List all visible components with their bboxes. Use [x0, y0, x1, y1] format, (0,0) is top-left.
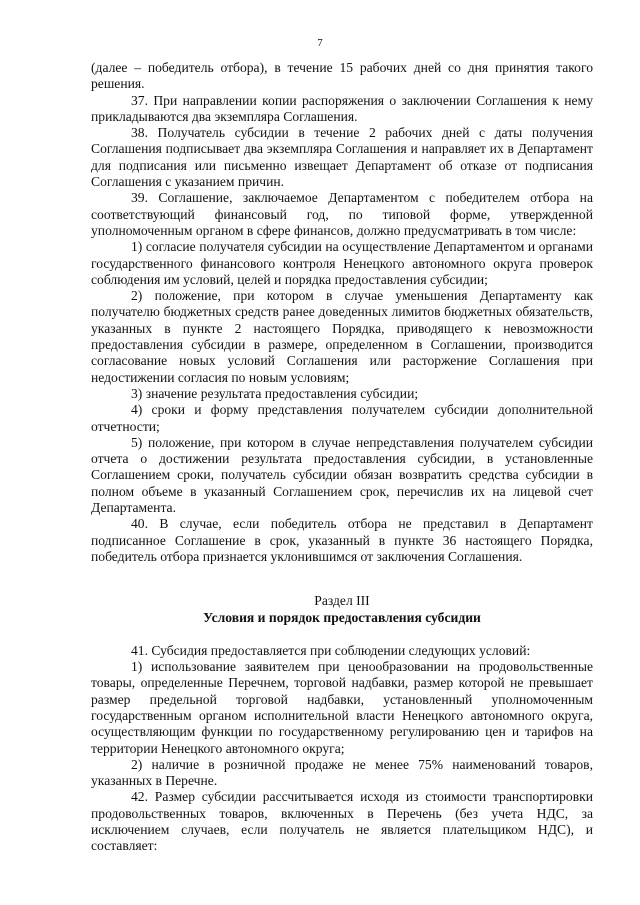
paragraph: 37. При направлении копии распоряжения о заключении Соглашения к нему прикладываются два экземпляра Соглашения. — [91, 92, 593, 124]
paragraph: (далее – победитель отбора), в течение 15 рабочих дней со дня принятия такого решения. — [91, 60, 593, 92]
paragraph: 42. Размер субсидии рассчитывается исходя из стоимости транспортировки продовольственных товаров, включенных в Перечень (без учета НДС, за исключением случаев, если получатель не является плательщиком НДС), и составляет: — [91, 789, 593, 854]
section-title: Условия и порядок предоставления субсидии — [203, 609, 481, 625]
paragraph: 39. Соглашение, заключаемое Департаментом с победителем отбора на соответствующий финансовый год, по типовой форме, утвержденной уполномоченным органом в сфере финансов, должно предусматривать в том числе: — [91, 190, 593, 238]
document-body — [91, 60, 593, 855]
paragraph: 1) согласие получателя субсидии на осуществление Департаментом и органами государственного финансового контроля Ненецкого автономного округа проверок соблюдения им условий, целей и порядка предоставления субсидии; — [91, 239, 593, 287]
page-number: 7 — [317, 37, 323, 49]
paragraphs-before-section — [91, 60, 593, 565]
paragraph: 5) положение, при котором в случае непредставления получателем субсидии отчета о достижении результата предоставления субсидии, в установленные Соглашением сроки, получатель субсидии обязан возвратить средства субсидии в полном объеме в указанный Соглашением срок, перечислив их на лицевой счет Департамента. — [91, 434, 593, 516]
paragraphs-after-section — [91, 643, 593, 855]
paragraph: 41. Субсидия предоставляется при соблюдении следующих условий: — [131, 642, 531, 658]
paragraph: 2) положение, при котором в случае уменьшения Департаменту как получателю бюджетных средств ранее доведенных лимитов бюджетных обязательств, указанных в пункте 2 настоящего Порядка, приводящего к невозможности предоставления субсидии в размере, определенном в Соглашении, производится согласование новых условий Соглашения или расторжение Соглашения при недостижении согласия по новым условиям; — [91, 288, 593, 385]
paragraph: 1) использование заявителем при ценообразовании на продовольственные товары, определенные Перечнем, торговой надбавки, размер которой не превышает размер предельной торговой надбавки, установленный уполномоченным государственным органом исполнительной власти Ненецкого автономного округа, осуществляющим функции по государственному регулированию цен и тарифов на территории Ненецкого автономного округа; — [91, 659, 593, 756]
paragraph: 4) сроки и форму представления получателем субсидии дополнительной отчетности; — [91, 402, 593, 434]
paragraph: 40. В случае, если победитель отбора не представил в Департамент подписанное Соглашение в срок, указанный в пункте 36 настоящего Порядка, победитель отбора признается уклонившимся от заключения Соглашения. — [91, 516, 593, 564]
paragraph: 38. Получатель субсидии в течение 2 рабочих дней с даты получения Соглашения подписывает два экземпляра Соглашения и направляет их в Департамент для подписания или письменно извещает Департамент об отказе от подписания Соглашения с указанием причин. — [91, 125, 593, 190]
paragraph: 2) наличие в розничной продаже не менее 75% наименований товаров, указанных в Перечне. — [91, 756, 593, 789]
section-label: Раздел III — [314, 593, 370, 609]
paragraph: 3) значение результата предоставления субсидии; — [131, 385, 419, 401]
